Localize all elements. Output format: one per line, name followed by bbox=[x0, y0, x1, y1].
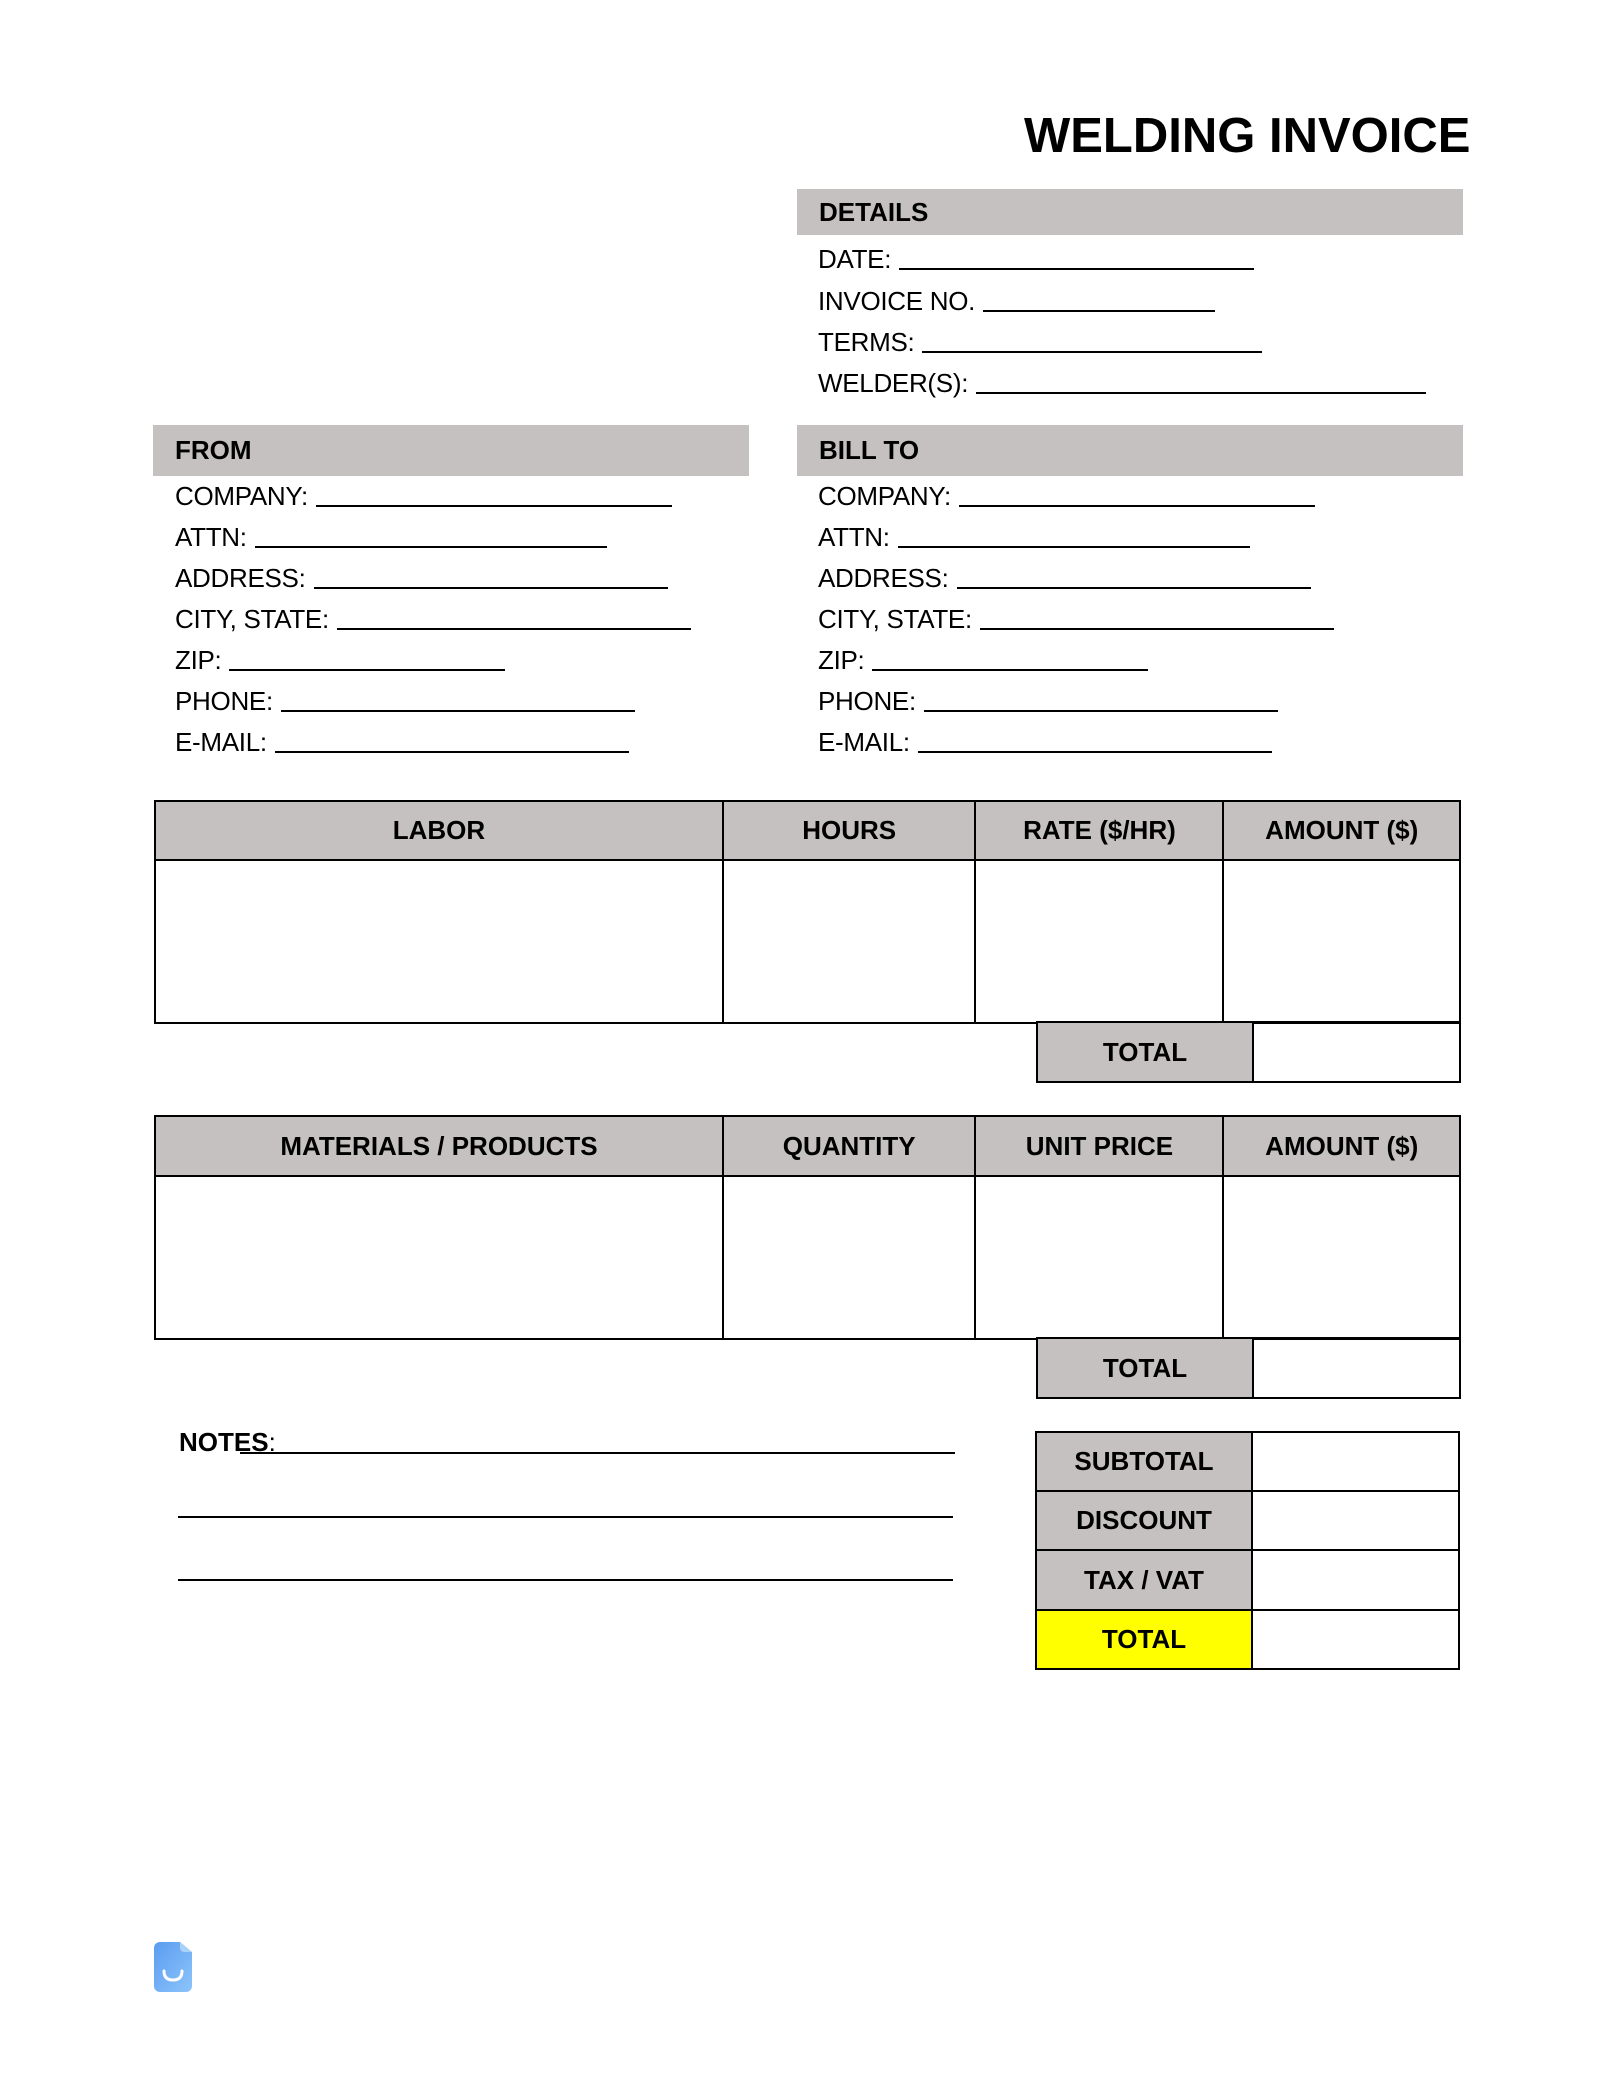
labor-total-label: TOTAL bbox=[1036, 1021, 1254, 1083]
from-company-field[interactable] bbox=[175, 479, 672, 511]
from-city-state-field[interactable] bbox=[175, 602, 691, 634]
from-zip-label: ZIP: bbox=[175, 645, 222, 675]
notes-label: NOTES bbox=[179, 1427, 269, 1457]
from-phone-field[interactable] bbox=[175, 684, 635, 716]
bill-to-attn-field[interactable] bbox=[818, 520, 1250, 552]
from-address-label: ADDRESS: bbox=[175, 563, 306, 593]
invoice-title: WELDING INVOICE bbox=[1024, 109, 1471, 163]
labor-description-cell[interactable] bbox=[155, 860, 723, 1023]
bill-to-city-state-label: CITY, STATE: bbox=[818, 604, 972, 634]
materials-description-cell[interactable] bbox=[155, 1176, 723, 1339]
grand-total-label: TOTAL bbox=[1035, 1609, 1253, 1670]
from-zip-field[interactable] bbox=[175, 643, 505, 675]
terms-label: TERMS: bbox=[818, 327, 915, 357]
materials-unit-price-cell[interactable] bbox=[975, 1176, 1223, 1339]
from-phone-label: PHONE: bbox=[175, 686, 273, 716]
bill-to-company-label: COMPANY: bbox=[818, 481, 951, 511]
bill-to-header bbox=[797, 425, 1463, 476]
notes-colon: : bbox=[268, 1427, 276, 1457]
labor-amount-column-header: AMOUNT ($) bbox=[1223, 801, 1460, 860]
from-phone-input-line[interactable] bbox=[281, 710, 635, 712]
hours-column-header: HOURS bbox=[723, 801, 976, 860]
bill-to-company-input-line[interactable] bbox=[959, 505, 1315, 507]
grand-total-value[interactable] bbox=[1251, 1609, 1460, 1670]
details-welders-field[interactable] bbox=[818, 366, 1426, 398]
from-zip-input-line[interactable] bbox=[229, 669, 505, 671]
from-email-field[interactable] bbox=[175, 725, 629, 757]
materials-total-label: TOTAL bbox=[1036, 1337, 1254, 1399]
welders-label: WELDER(S): bbox=[818, 368, 969, 398]
discount-label: DISCOUNT bbox=[1035, 1490, 1253, 1551]
notes-line-3[interactable] bbox=[178, 1579, 953, 1581]
notes-line-1[interactable] bbox=[240, 1452, 955, 1454]
labor-table bbox=[154, 800, 1461, 1024]
from-email-input-line[interactable] bbox=[275, 751, 629, 753]
from-company-label: COMPANY: bbox=[175, 481, 308, 511]
details-header bbox=[797, 189, 1463, 235]
details-invoice-no-field[interactable] bbox=[818, 284, 1215, 316]
from-header-label: FROM bbox=[175, 435, 252, 465]
bill-to-phone-label: PHONE: bbox=[818, 686, 916, 716]
labor-column-header: LABOR bbox=[155, 801, 723, 860]
bill-to-attn-input-line[interactable] bbox=[898, 546, 1250, 548]
from-city-state-label: CITY, STATE: bbox=[175, 604, 329, 634]
notes-line-2[interactable] bbox=[178, 1516, 953, 1518]
rate-column-header: RATE ($/HR) bbox=[975, 801, 1223, 860]
materials-table bbox=[154, 1115, 1461, 1340]
bill-to-zip-input-line[interactable] bbox=[872, 669, 1148, 671]
bill-to-email-input-line[interactable] bbox=[918, 751, 1272, 753]
from-attn-input-line[interactable] bbox=[255, 546, 607, 548]
bill-to-city-state-input-line[interactable] bbox=[980, 628, 1334, 630]
from-header bbox=[153, 425, 749, 476]
labor-total-value[interactable] bbox=[1252, 1021, 1461, 1083]
from-attn-field[interactable] bbox=[175, 520, 607, 552]
bill-to-header-label: BILL TO bbox=[819, 435, 920, 465]
subtotal-label: SUBTOTAL bbox=[1035, 1431, 1253, 1492]
materials-quantity-cell[interactable] bbox=[723, 1176, 976, 1339]
bill-to-address-field[interactable] bbox=[818, 561, 1311, 593]
details-terms-field[interactable] bbox=[818, 325, 1262, 357]
document-smile-icon bbox=[154, 1942, 192, 1992]
unit-price-column-header: UNIT PRICE bbox=[975, 1116, 1223, 1176]
from-address-field[interactable] bbox=[175, 561, 668, 593]
from-company-input-line[interactable] bbox=[316, 505, 672, 507]
bill-to-attn-label: ATTN: bbox=[818, 522, 890, 552]
labor-rate-cell[interactable] bbox=[975, 860, 1223, 1023]
tax-vat-label: TAX / VAT bbox=[1035, 1549, 1253, 1611]
date-label: DATE: bbox=[818, 244, 892, 274]
details-date-field[interactable] bbox=[818, 242, 1254, 274]
details-header-label: DETAILS bbox=[819, 197, 929, 227]
terms-input-line[interactable] bbox=[922, 351, 1262, 353]
bill-to-city-state-field[interactable] bbox=[818, 602, 1334, 634]
invoice-no-input-line[interactable] bbox=[983, 310, 1215, 312]
bill-to-zip-field[interactable] bbox=[818, 643, 1148, 675]
welders-input-line[interactable] bbox=[976, 392, 1426, 394]
bill-to-email-field[interactable] bbox=[818, 725, 1272, 757]
bill-to-phone-input-line[interactable] bbox=[924, 710, 1278, 712]
invoice-no-label: INVOICE NO. bbox=[818, 286, 976, 316]
date-input-line[interactable] bbox=[899, 268, 1254, 270]
bill-to-email-label: E-MAIL: bbox=[818, 727, 910, 757]
materials-amount-cell[interactable] bbox=[1223, 1176, 1460, 1339]
bill-to-zip-label: ZIP: bbox=[818, 645, 865, 675]
labor-amount-cell[interactable] bbox=[1223, 860, 1460, 1023]
tax-vat-value[interactable] bbox=[1251, 1549, 1460, 1611]
from-address-input-line[interactable] bbox=[314, 587, 668, 589]
bill-to-address-input-line[interactable] bbox=[957, 587, 1311, 589]
labor-hours-cell[interactable] bbox=[723, 860, 976, 1023]
materials-column-header: MATERIALS / PRODUCTS bbox=[155, 1116, 723, 1176]
from-email-label: E-MAIL: bbox=[175, 727, 267, 757]
bill-to-company-field[interactable] bbox=[818, 479, 1315, 511]
bill-to-phone-field[interactable] bbox=[818, 684, 1278, 716]
subtotal-value[interactable] bbox=[1251, 1431, 1460, 1492]
materials-total-value[interactable] bbox=[1252, 1337, 1461, 1399]
from-attn-label: ATTN: bbox=[175, 522, 247, 552]
bill-to-address-label: ADDRESS: bbox=[818, 563, 949, 593]
materials-amount-column-header: AMOUNT ($) bbox=[1223, 1116, 1460, 1176]
from-city-state-input-line[interactable] bbox=[337, 628, 691, 630]
discount-value[interactable] bbox=[1251, 1490, 1460, 1551]
quantity-column-header: QUANTITY bbox=[723, 1116, 976, 1176]
